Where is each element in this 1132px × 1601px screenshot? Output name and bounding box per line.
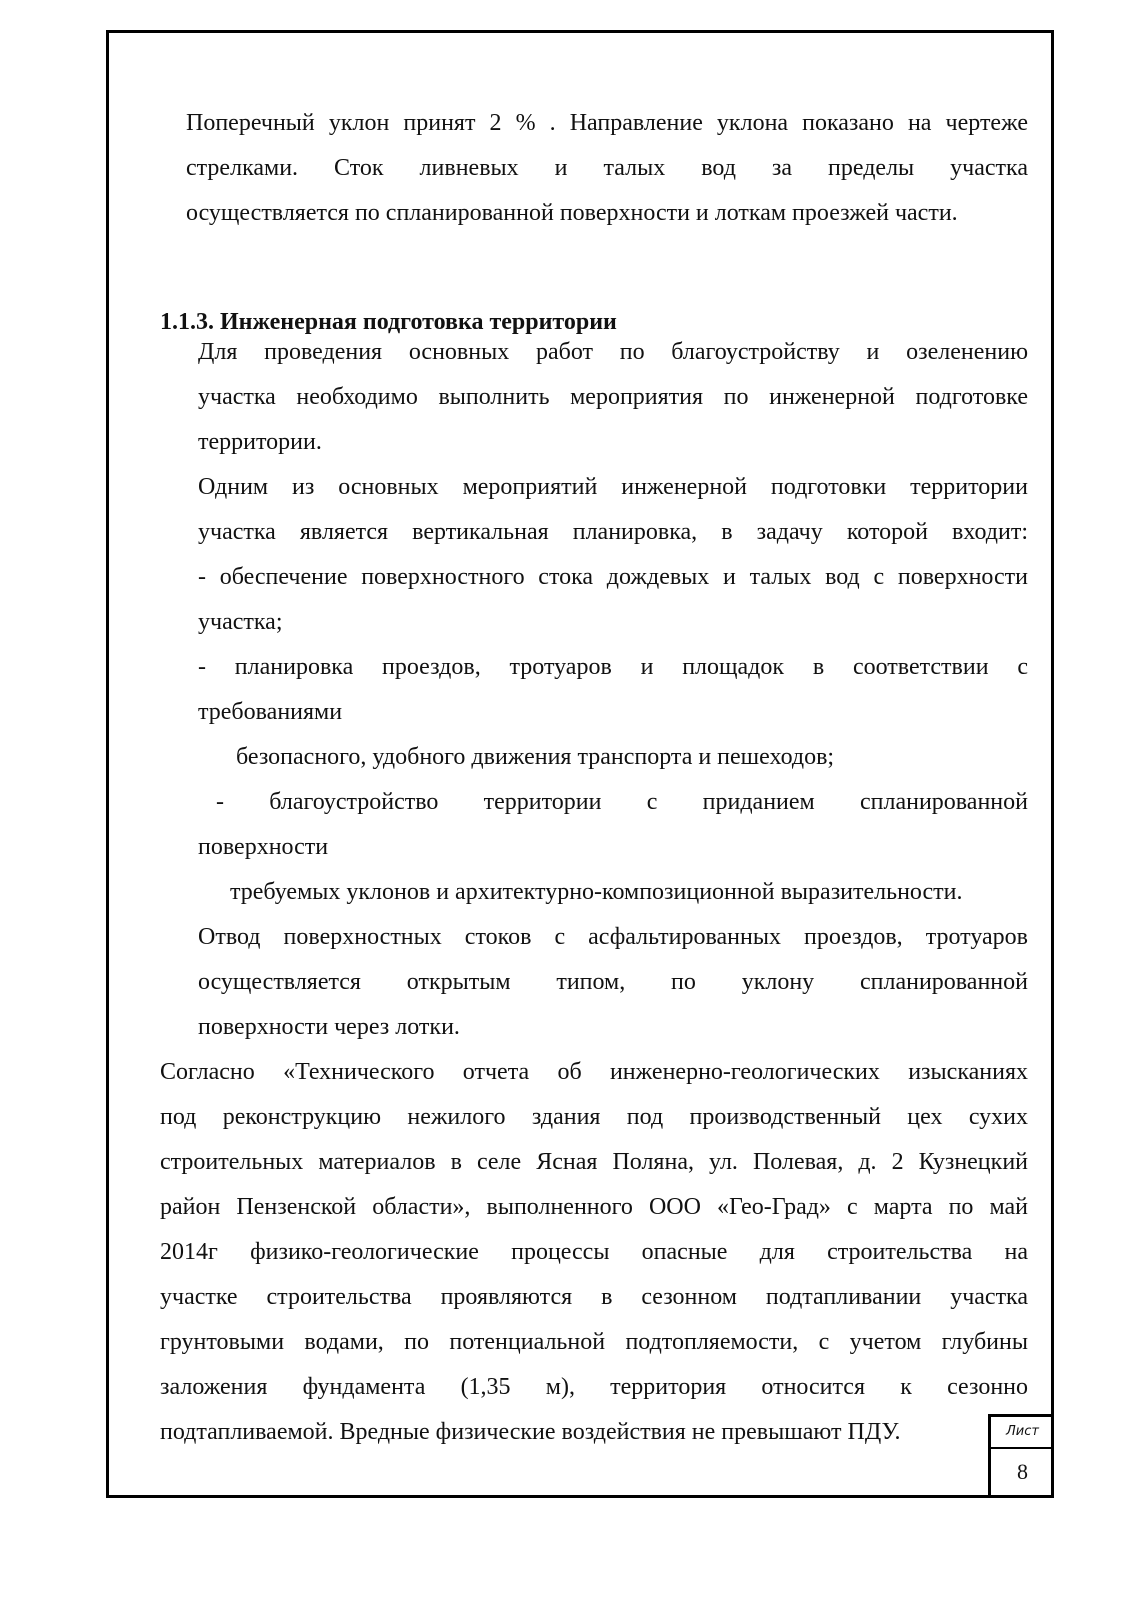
- intro-line-3: осуществляется по спланированной поверхности и лоткам проезжей части.: [186, 200, 958, 226]
- sheet-stamp: [988, 1414, 1054, 1498]
- section-line-5: участка является вертикальная планировка, в задачу которой входит:: [198, 519, 1028, 545]
- section-line-16: поверхности через лотки.: [198, 1014, 460, 1040]
- section-line-12: поверхности: [198, 834, 329, 860]
- section-line-11: - благоустройство территории с приданием спланированной: [216, 789, 1028, 815]
- report-line-1: Согласно «Технического отчета об инженерно-геологических изысканиях: [160, 1059, 1028, 1085]
- sheet-number: 8: [1017, 1459, 1028, 1484]
- section-line-14: Отвод поверхностных стоков с асфальтированных проездов, тротуаров: [198, 924, 1028, 950]
- section-line-4: Одним из основных мероприятий инженерной подготовки территории: [198, 474, 1028, 500]
- section-line-15: осуществляется открытым типом, по уклону спланированной: [198, 969, 1028, 995]
- section-line-9: требованиями: [198, 699, 343, 725]
- report-line-8: заложения фундамента (1,35 м), территория относится к сезонно: [160, 1374, 1028, 1400]
- report-line-2: под реконструкцию нежилого здания под производственный цех сухих: [160, 1104, 1028, 1130]
- report-line-5: 2014г физико-геологические процессы опасные для строительства на: [160, 1239, 1028, 1265]
- section-line-10: безопасного, удобного движения транспорта и пешеходов;: [236, 744, 835, 770]
- report-line-3: строительных материалов в селе Ясная Поляна, ул. Полевая, д. 2 Кузнецкий: [160, 1149, 1028, 1175]
- sheet-label: Лист: [1006, 1424, 1039, 1439]
- report-line-6: участке строительства проявляются в сезонном подтапливании участка: [160, 1284, 1028, 1310]
- section-line-1: Для проведения основных работ по благоустройству и озеленению: [198, 339, 1028, 365]
- section-line-13: требуемых уклонов и архитектурно-композиционной выразительности.: [230, 879, 963, 905]
- intro-line-1: Поперечный уклон принят 2 % . Направление уклона показано на чертеже: [186, 110, 1028, 136]
- section-line-6: - обеспечение поверхностного стока дождевых и талых вод с поверхности: [198, 564, 1028, 590]
- section-line-2: участка необходимо выполнить мероприятия по инженерной подготовке: [198, 384, 1028, 410]
- section-line-7: участка;: [198, 609, 283, 635]
- report-line-4: район Пензенской области», выполненного ООО «Гео-Град» с марта по май: [160, 1194, 1028, 1220]
- report-line-9: подтапливаемой. Вредные физические воздействия не превышают ПДУ.: [160, 1419, 901, 1445]
- section-line-3: территории.: [198, 429, 322, 455]
- intro-line-2: стрелками. Сток ливневых и талых вод за пределы участка: [186, 155, 1028, 181]
- section-line-8: - планировка проездов, тротуаров и площадок в соответствии с: [198, 654, 1028, 680]
- report-line-7: грунтовыми водами, по потенциальной подтопляемости, с учетом глубины: [160, 1329, 1028, 1355]
- stamp-divider: [991, 1447, 1054, 1449]
- section-heading: 1.1.3. Инженерная подготовка территории: [160, 309, 617, 335]
